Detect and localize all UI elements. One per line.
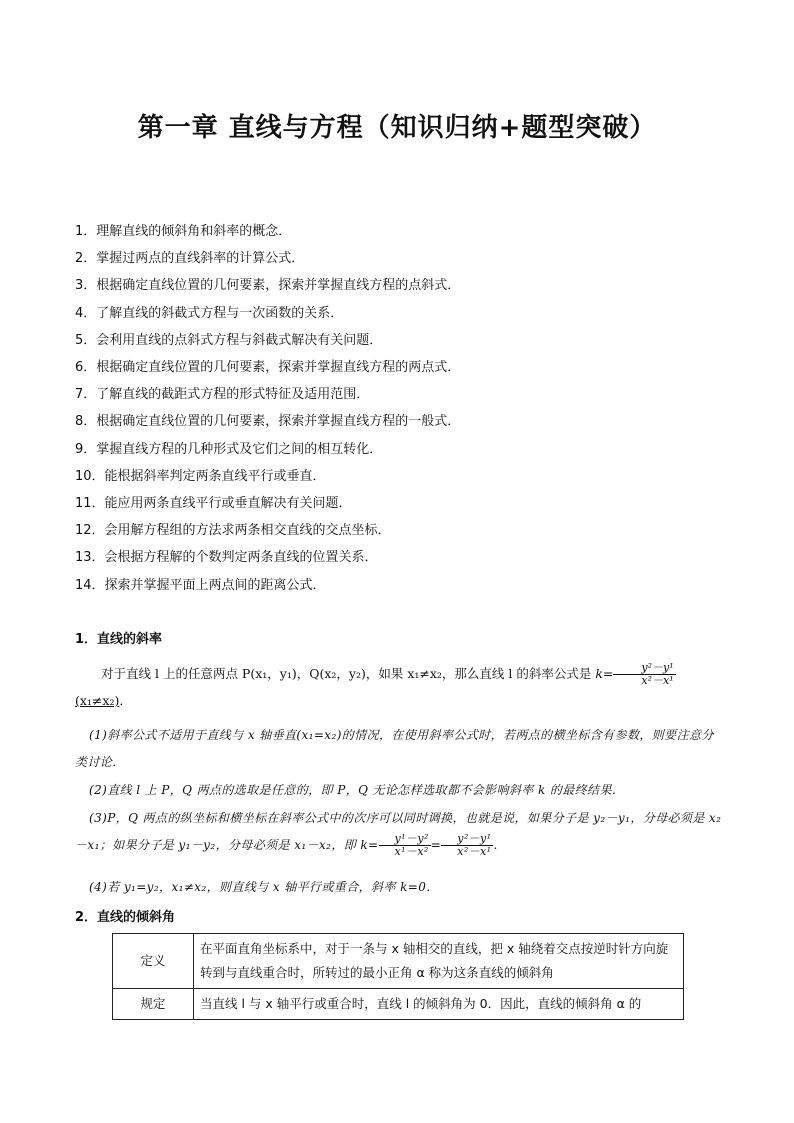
table-row (113, 934, 684, 989)
table-cell-key: 定义 (113, 934, 194, 989)
fraction-numerator: y²－y¹ (441, 833, 493, 846)
list-item: 13．会根据方程解的个数判定两条直线的位置关系． (75, 550, 378, 566)
note-3-end: . (493, 838, 498, 852)
section-heading-slope: 1．直线的斜率 (75, 632, 163, 647)
inclination-definition-table (112, 933, 684, 1020)
note-3-equals: = (430, 838, 442, 852)
list-item: 9．掌握直线方程的几种形式及它们之间的相互转化． (75, 441, 383, 457)
note-4: (4)若 y₁=y₂，x₁≠x₂，则直线与 x 轴平行或重合，斜率 k=0． (89, 880, 439, 894)
slope-condition: (x₁≠x₂) (75, 693, 120, 709)
table-row (113, 989, 684, 1020)
page-title: 第一章 直线与方程（知识归纳+题型突破） (137, 113, 657, 143)
list-item: 8．根据确定直线位置的几何要素，探索并掌握直线方程的一般式． (75, 414, 461, 430)
fraction-denominator: x²－x¹ (457, 845, 492, 858)
list-item: 12．会用解方程组的方法求两条相交直线的交点坐标． (75, 523, 391, 539)
note-3-fraction-1 (379, 833, 431, 858)
table-cell-value: 当直线 l 与 x 轴平行或重合时，直线 l 的倾斜角为 0．因此，直线的倾斜角 α 的 (194, 989, 684, 1020)
slope-condition-end: ． (119, 693, 132, 709)
note-3 (75, 805, 725, 859)
fraction-denominator: x¹－x² (394, 845, 429, 858)
slope-intro-text: 对于直线 l 上的任意两点 P(x₁，y₁)，Q(x₂，y₂)，如果 x₁≠x₂，那么直线 l 的斜率公式是 (101, 666, 592, 681)
note-1: (1)斜率公式不适用于直线与 x 轴垂直(x₁=x₂)的情况，在使用斜率公式时，若两点的横坐标含有参数，则要注意分类讨论． (75, 728, 714, 769)
list-item: 7．了解直线的截距式方程的形式特征及适用范围． (75, 387, 370, 403)
learning-objectives-list (75, 218, 460, 599)
fraction-denominator: x²－x¹ (641, 674, 674, 687)
note-3-text: (3)P，Q 两点的纵坐标和横坐标在斜率公式中的次序可以同时调换，也就是说，如果分子是 y₂－y₁，分母必须是 x₂－x₁；如果分子是 y₁－y₂，分母必须是 x₁－x₂，即 k= (75, 811, 722, 852)
list-item: 3．根据确定直线位置的几何要素，探索并掌握直线方程的点斜式． (75, 278, 461, 294)
list-item: 10．能根据斜率判定两条直线平行或垂直． (75, 468, 326, 484)
slope-definition-paragraph (75, 660, 725, 714)
table-cell-key: 规定 (113, 989, 194, 1020)
list-item: 6．根据确定直线位置的几何要素，探索并掌握直线方程的两点式． (75, 360, 461, 376)
fraction-numerator: y¹－y² (379, 833, 431, 846)
list-item: 4．了解直线的斜截式方程与一次函数的关系． (75, 305, 344, 321)
slope-formula-fraction (613, 662, 675, 687)
fraction-numerator: y²－y¹ (613, 662, 675, 675)
note-3-fraction-2 (441, 833, 493, 858)
table-cell-value: 在平面直角坐标系中，对于一条与 x 轴相交的直线，把 x 轴绕着交点按逆时针方向旋转到与直线重合时，所转过的最小正角 α 称为这条直线的倾斜角 (194, 934, 684, 989)
section-heading-inclination: 2．直线的倾斜角 (75, 910, 176, 925)
list-item: 5．会利用直线的点斜式方程与斜截式解决有关问题． (75, 332, 383, 348)
note-2: (2)直线 l 上 P，Q 两点的选取是任意的，即 P，Q 无论怎样选取都不会影响斜率 k 的最终结果． (89, 783, 625, 797)
slope-formula-lhs: k= (595, 666, 614, 681)
list-item: 2．掌握过两点的直线斜率的计算公式． (75, 251, 305, 267)
list-item: 1．理解直线的倾斜角和斜率的概念． (75, 224, 292, 239)
list-item: 11．能应用两条直线平行或垂直解决有关问题． (75, 496, 352, 512)
list-item: 14．探索并掌握平面上两点间的距离公式． (75, 577, 326, 593)
